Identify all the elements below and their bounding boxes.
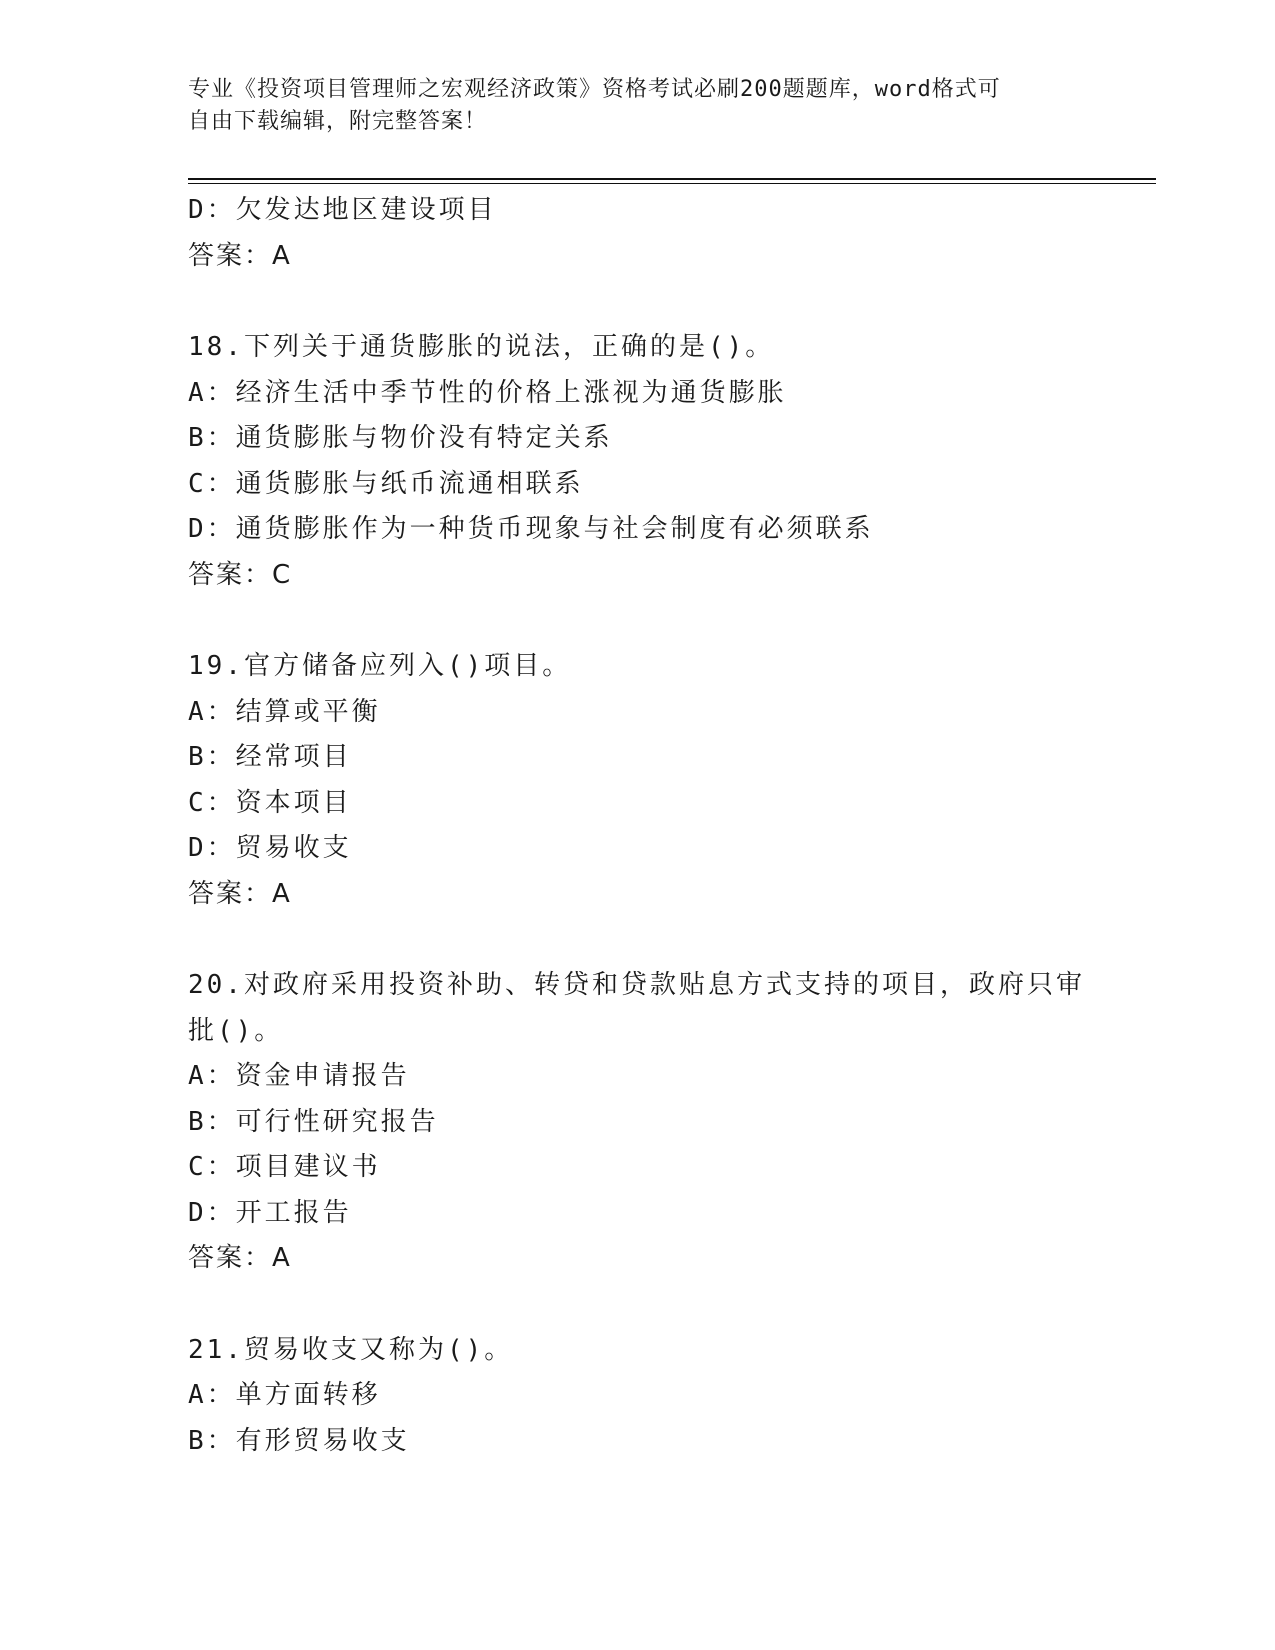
option-a: A：单方面转移 <box>188 1380 381 1410</box>
option-a: A：经济生活中季节性的价格上涨视为通货膨胀 <box>188 377 787 408</box>
question-stem-continued: 批()。 <box>188 1015 284 1046</box>
question-21 <box>188 1328 1088 1465</box>
question-19 <box>188 644 1088 917</box>
option-b: B：可行性研究报告 <box>188 1106 439 1137</box>
question-stem: 20.对政府采用投资补助、转贷和贷款贴息方式支持的项目，政府只审 <box>188 970 1085 1000</box>
question-stem: 19.官方储备应列入()项目。 <box>188 651 572 681</box>
answer: 答案：A <box>188 878 292 909</box>
option-d: D：欠发达地区建设项目 <box>188 195 497 225</box>
answer: 答案：A <box>188 240 292 271</box>
option-d: D：开工报告 <box>188 1197 352 1228</box>
question-stem: 18.下列关于通货膨胀的说法，正确的是()。 <box>188 332 775 362</box>
option-b: B：经常项目 <box>188 742 352 772</box>
header-divider <box>188 178 1156 180</box>
question-list <box>188 188 1088 1464</box>
question-20 <box>188 963 1088 1282</box>
option-b: B：通货膨胀与物价没有特定关系 <box>188 423 613 453</box>
header-divider-thin <box>188 183 1156 184</box>
option-c: C：项目建议书 <box>188 1152 381 1182</box>
question-stem: 21.贸易收支又称为()。 <box>188 1334 514 1365</box>
question-17-tail <box>188 188 1088 279</box>
option-a: A：资金申请报告 <box>188 1061 410 1091</box>
answer: 答案：A <box>188 1243 292 1273</box>
answer: 答案：C <box>188 559 293 590</box>
question-18 <box>188 325 1088 598</box>
header-line-1: 专业《投资项目管理师之宏观经济政策》资格考试必刷200题题库，word格式可 <box>188 77 1001 102</box>
option-c: C：通货膨胀与纸币流通相联系 <box>188 468 584 499</box>
header-line-2: 自由下载编辑，附完整答案！ <box>188 109 488 134</box>
option-d: D：通货膨胀作为一种货币现象与社会制度有必须联系 <box>188 514 874 544</box>
option-a: A：结算或平衡 <box>188 696 381 727</box>
option-b: B：有形贸易收支 <box>188 1425 410 1456</box>
option-d: D：贸易收支 <box>188 833 352 863</box>
document-header <box>188 74 1088 138</box>
option-c: C：资本项目 <box>188 787 352 818</box>
